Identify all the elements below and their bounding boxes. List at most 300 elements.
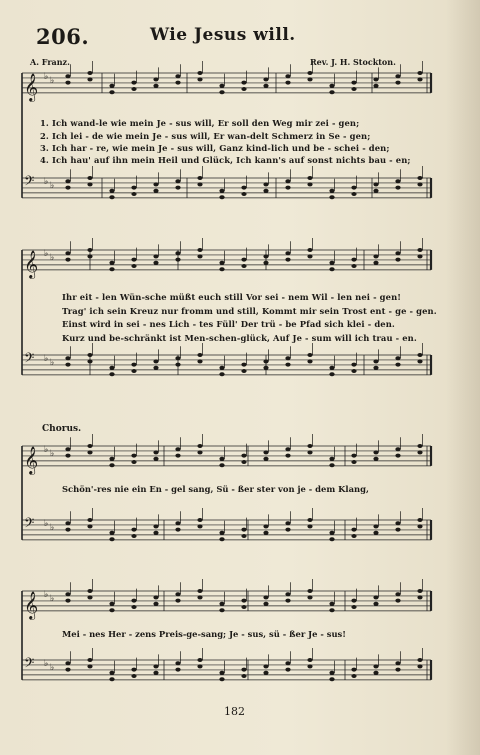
note-head [109, 84, 114, 88]
note-head [285, 454, 290, 458]
note-head [109, 189, 114, 193]
note-head [87, 359, 92, 363]
flat-sign: ♭ [50, 594, 55, 604]
note-head [65, 179, 70, 183]
note-head [241, 192, 246, 196]
verse-line-4: 4. Ich hau' auf ihn mein Heil und Glück, Ich kann's auf sonst nichts bau - en; [40, 155, 411, 165]
flat-sign: ♭ [44, 659, 49, 669]
flat-sign: ♭ [44, 519, 49, 529]
note-head [153, 671, 158, 675]
note-head [65, 356, 70, 360]
note-head [351, 258, 356, 262]
note-head [329, 602, 334, 606]
note-head [351, 192, 356, 196]
note-head [241, 454, 246, 458]
note-head [219, 537, 224, 541]
note-head [395, 521, 400, 525]
note-head [153, 366, 158, 370]
note-head [65, 668, 70, 672]
note-head [395, 186, 400, 190]
note-head [395, 661, 400, 665]
flat-sign: ♭ [44, 177, 49, 187]
note-head [241, 264, 246, 268]
note-head [373, 77, 378, 81]
note-head [65, 661, 70, 665]
note-head [351, 454, 356, 458]
note-head [307, 518, 312, 522]
note-head [175, 186, 180, 190]
note-head [219, 608, 224, 612]
note-head [109, 671, 114, 675]
note-head [109, 608, 114, 612]
note-head [395, 179, 400, 183]
note-head [219, 677, 224, 681]
note-head [153, 602, 158, 606]
note-head [109, 602, 114, 606]
note-head [395, 599, 400, 603]
note-head [417, 524, 422, 528]
note-head [329, 372, 334, 376]
chorus-lyric-line-1: Schön'-res nie ein En - gel sang, Sü - ßer ster von je - dem Klang, [62, 484, 369, 494]
note-head [241, 668, 246, 672]
note-head [417, 450, 422, 454]
note-head [395, 447, 400, 451]
note-head [241, 528, 246, 532]
verse2-line-1: Ihr eit - len Wün-sche müßt euch still Vor sei - nem Wil - len nei - gen! [62, 292, 402, 302]
note-head [65, 186, 70, 190]
verse-line-1: 1. Ich wand-le wie mein Je - sus will, Er soll den Weg mir zei - gen; [40, 118, 360, 128]
note-head [87, 444, 92, 448]
treble-clef: 𝄞 [24, 590, 39, 619]
note-head [263, 531, 268, 535]
note-head [241, 363, 246, 367]
note-head [307, 254, 312, 258]
note-head [351, 369, 356, 373]
note-head [351, 87, 356, 91]
note-head [65, 251, 70, 255]
note-head [87, 182, 92, 186]
note-head [307, 450, 312, 454]
note-head [65, 592, 70, 596]
note-head [65, 454, 70, 458]
note-head [197, 450, 202, 454]
verse-line-3: 3. Ich har - re, wie mein Je - sus will, Ganz kind-lich und be - schei - den; [40, 143, 390, 153]
bass-clef: 𝄢 [24, 655, 35, 674]
flat-sign: ♭ [44, 445, 49, 455]
note-head [87, 658, 92, 662]
note-head [307, 176, 312, 180]
note-head [175, 258, 180, 262]
note-head [395, 356, 400, 360]
note-head [417, 254, 422, 258]
note-head [65, 528, 70, 532]
note-head [263, 595, 268, 599]
note-head [329, 90, 334, 94]
note-head [153, 254, 158, 258]
note-head [373, 189, 378, 193]
note-head [263, 77, 268, 81]
note-head [109, 366, 114, 370]
note-head [263, 524, 268, 528]
note-head [263, 366, 268, 370]
note-head [373, 524, 378, 528]
note-head [153, 457, 158, 461]
note-head [395, 592, 400, 596]
note-head [373, 531, 378, 535]
note-head [417, 589, 422, 593]
note-head [285, 363, 290, 367]
note-head [241, 534, 246, 538]
note-head [417, 353, 422, 357]
note-head [373, 366, 378, 370]
note-head [219, 372, 224, 376]
note-head [285, 661, 290, 665]
flat-sign: ♭ [44, 249, 49, 259]
note-head [153, 189, 158, 193]
note-head [219, 267, 224, 271]
note-head [417, 664, 422, 668]
note-head [417, 518, 422, 522]
note-head [417, 444, 422, 448]
hymn-number: 206. [36, 24, 90, 49]
note-head [351, 534, 356, 538]
note-head [175, 592, 180, 596]
note-head [109, 90, 114, 94]
note-head [263, 254, 268, 258]
note-head [175, 454, 180, 458]
note-head [131, 528, 136, 532]
verse2-line-3: Einst wird in sei - nes Lich - tes Füll' Der trü - be Pfad sich klei - den. [62, 319, 395, 329]
note-head [175, 363, 180, 367]
note-head [109, 537, 114, 541]
note-head [373, 359, 378, 363]
note-head [307, 664, 312, 668]
note-head [307, 589, 312, 593]
note-head [131, 258, 136, 262]
note-head [219, 463, 224, 467]
note-head [131, 605, 136, 609]
note-head [65, 258, 70, 262]
note-head [263, 182, 268, 186]
note-head [329, 84, 334, 88]
note-head [307, 658, 312, 662]
note-head [417, 176, 422, 180]
note-head [351, 264, 356, 268]
note-head [351, 81, 356, 85]
note-head [175, 81, 180, 85]
note-head [307, 182, 312, 186]
note-head [373, 602, 378, 606]
note-head [65, 81, 70, 85]
note-head [263, 84, 268, 88]
note-head [285, 74, 290, 78]
note-head [65, 74, 70, 78]
note-head [87, 176, 92, 180]
note-head [307, 77, 312, 81]
note-head [373, 84, 378, 88]
note-head [153, 450, 158, 454]
note-head [197, 589, 202, 593]
note-head [241, 87, 246, 91]
flat-sign: ♭ [50, 358, 55, 368]
flat-sign: ♭ [44, 590, 49, 600]
note-head [263, 671, 268, 675]
flat-sign: ♭ [44, 72, 49, 82]
verse2-line-2: Trag' ich sein Kreuz nur fromm und still, Kommt mir sein Trost ent - ge - gen. [62, 306, 437, 316]
note-head [285, 521, 290, 525]
note-head [175, 668, 180, 672]
bass-clef: 𝄢 [24, 173, 35, 192]
note-head [197, 353, 202, 357]
note-head [417, 595, 422, 599]
note-head [153, 261, 158, 265]
note-head [197, 248, 202, 252]
bass-clef: 𝄢 [24, 350, 35, 369]
note-head [373, 595, 378, 599]
flat-sign: ♭ [50, 76, 55, 86]
note-head [307, 444, 312, 448]
note-head [65, 599, 70, 603]
note-head [329, 195, 334, 199]
note-head [175, 521, 180, 525]
note-head [263, 457, 268, 461]
note-head [241, 460, 246, 464]
flat-sign: ♭ [50, 253, 55, 263]
bass-clef: 𝄢 [24, 515, 35, 534]
note-head [329, 531, 334, 535]
note-head [131, 674, 136, 678]
note-head [197, 254, 202, 258]
note-head [241, 81, 246, 85]
note-head [109, 195, 114, 199]
note-head [131, 192, 136, 196]
note-head [417, 248, 422, 252]
note-head [197, 359, 202, 363]
note-head [351, 363, 356, 367]
note-head [131, 264, 136, 268]
note-head [329, 671, 334, 675]
hymn-title: Wie Jesus will. [150, 25, 296, 45]
treble-clef: 𝄞 [24, 72, 39, 101]
note-head [175, 661, 180, 665]
note-head [241, 605, 246, 609]
note-head [153, 664, 158, 668]
note-head [285, 186, 290, 190]
note-head [395, 74, 400, 78]
note-head [109, 677, 114, 681]
note-head [329, 261, 334, 265]
note-head [417, 658, 422, 662]
note-head [109, 372, 114, 376]
note-head [131, 454, 136, 458]
note-head [87, 664, 92, 668]
note-head [263, 189, 268, 193]
note-head [87, 71, 92, 75]
note-head [351, 668, 356, 672]
note-head [65, 447, 70, 451]
note-head [417, 71, 422, 75]
note-head [417, 182, 422, 186]
note-head [153, 77, 158, 81]
note-head [329, 267, 334, 271]
note-head [175, 74, 180, 78]
note-head [197, 71, 202, 75]
note-head [153, 84, 158, 88]
note-head [65, 521, 70, 525]
note-head [131, 363, 136, 367]
note-head [373, 450, 378, 454]
note-head [197, 524, 202, 528]
chorus-label: Chorus. [42, 424, 82, 434]
note-head [197, 658, 202, 662]
note-head [263, 261, 268, 265]
note-head [197, 518, 202, 522]
note-head [109, 457, 114, 461]
note-head [109, 531, 114, 535]
note-head [241, 674, 246, 678]
verse2-line-4: Kurz und be-schränkt ist Men-schen-glück, Auf Je - sum will ich trau - en. [62, 333, 417, 343]
note-head [197, 176, 202, 180]
note-head [329, 366, 334, 370]
note-head [285, 356, 290, 360]
note-head [131, 460, 136, 464]
note-head [131, 534, 136, 538]
note-head [87, 254, 92, 258]
note-head [285, 179, 290, 183]
note-head [329, 189, 334, 193]
flat-sign: ♭ [50, 523, 55, 533]
note-head [197, 77, 202, 81]
note-head [395, 528, 400, 532]
note-head [219, 531, 224, 535]
note-head [65, 363, 70, 367]
note-head [329, 463, 334, 467]
note-head [197, 595, 202, 599]
note-head [373, 664, 378, 668]
note-head [197, 182, 202, 186]
flat-sign: ♭ [50, 181, 55, 191]
note-head [219, 671, 224, 675]
note-head [219, 366, 224, 370]
note-head [219, 261, 224, 265]
note-head [373, 254, 378, 258]
note-head [329, 537, 334, 541]
note-head [307, 71, 312, 75]
chorus-lyric-line-2: Mei - nes Her - zens Preis-ge-sang; Je - sus, sü - ßer Je - sus! [62, 629, 346, 639]
note-head [307, 353, 312, 357]
note-head [87, 589, 92, 593]
note-head [241, 599, 246, 603]
note-head [329, 457, 334, 461]
note-head [263, 664, 268, 668]
note-head [395, 454, 400, 458]
note-head [109, 261, 114, 265]
note-head [87, 524, 92, 528]
note-head [219, 457, 224, 461]
note-head [87, 595, 92, 599]
note-head [351, 674, 356, 678]
note-head [373, 182, 378, 186]
flat-sign: ♭ [50, 449, 55, 459]
note-head [351, 186, 356, 190]
note-head [219, 90, 224, 94]
note-head [373, 671, 378, 675]
treble-clef: 𝄞 [24, 249, 39, 278]
note-head [197, 664, 202, 668]
note-head [351, 528, 356, 532]
note-head [87, 248, 92, 252]
note-head [87, 450, 92, 454]
note-head [153, 531, 158, 535]
note-head [87, 77, 92, 81]
note-head [131, 668, 136, 672]
note-head [175, 179, 180, 183]
page-number: 182 [224, 705, 245, 718]
note-head [395, 363, 400, 367]
note-head [219, 189, 224, 193]
note-head [285, 447, 290, 451]
note-head [197, 444, 202, 448]
note-head [307, 524, 312, 528]
note-head [395, 668, 400, 672]
note-head [373, 457, 378, 461]
note-head [175, 447, 180, 451]
note-head [373, 261, 378, 265]
note-head [329, 677, 334, 681]
verse-line-2: 2. Ich lei - de wie mein Je - sus will, Er wan-delt Schmerz in Se - gen; [40, 131, 371, 141]
note-head [241, 186, 246, 190]
flat-sign: ♭ [50, 663, 55, 673]
note-head [263, 359, 268, 363]
note-head [153, 595, 158, 599]
note-head [219, 602, 224, 606]
note-head [263, 602, 268, 606]
note-head [219, 195, 224, 199]
note-head [131, 599, 136, 603]
note-head [285, 528, 290, 532]
note-head [285, 81, 290, 85]
note-head [219, 84, 224, 88]
note-head [263, 450, 268, 454]
note-head [87, 518, 92, 522]
note-head [307, 595, 312, 599]
note-head [131, 87, 136, 91]
note-head [131, 186, 136, 190]
note-head [175, 356, 180, 360]
note-head [307, 359, 312, 363]
note-head [153, 524, 158, 528]
note-head [87, 353, 92, 357]
note-head [285, 592, 290, 596]
note-head [307, 248, 312, 252]
note-head [285, 599, 290, 603]
note-head [131, 81, 136, 85]
note-head [395, 81, 400, 85]
note-head [417, 77, 422, 81]
note-head [241, 369, 246, 373]
note-head [153, 182, 158, 186]
note-head [175, 528, 180, 532]
treble-clef: 𝄞 [24, 445, 39, 474]
flat-sign: ♭ [44, 354, 49, 364]
note-head [285, 251, 290, 255]
author-credit: Rev. J. H. Stockton. [310, 57, 396, 67]
composer-credit: A. Franz. [30, 57, 70, 67]
note-head [395, 251, 400, 255]
note-head [175, 251, 180, 255]
note-head [175, 599, 180, 603]
note-head [285, 668, 290, 672]
